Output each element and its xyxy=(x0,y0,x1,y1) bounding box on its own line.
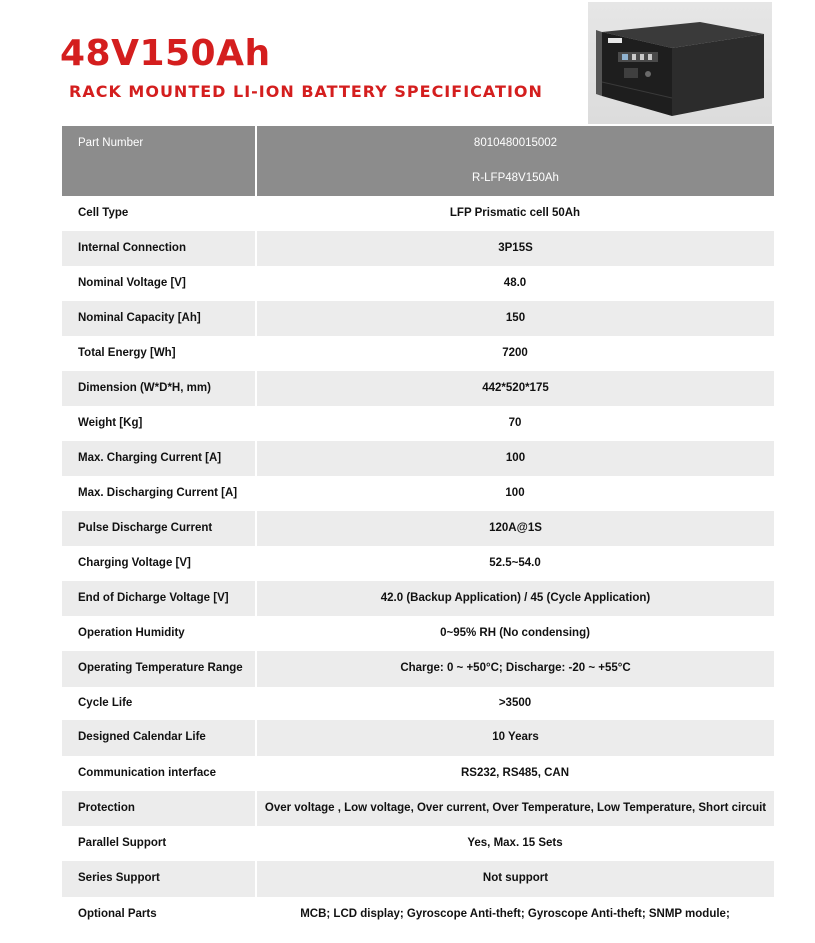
spec-label: Total Energy [Wh] xyxy=(78,346,176,359)
table-row xyxy=(62,162,774,196)
battery-product-image xyxy=(588,2,772,124)
specification-table xyxy=(62,126,774,932)
spec-value: 442*520*175 xyxy=(256,371,774,406)
spec-value: Yes, Max. 15 Sets xyxy=(467,836,563,849)
spec-value: 120A@1S xyxy=(256,511,774,546)
table-row xyxy=(62,897,774,932)
table-row xyxy=(62,196,774,231)
spec-value: Charge: 0 ~ +50°C; Discharge: -20 ~ +55°C xyxy=(256,651,774,687)
table-row xyxy=(62,126,774,162)
table-row xyxy=(62,476,774,511)
table-row xyxy=(62,581,774,616)
table-row xyxy=(62,546,774,581)
spec-label: Charging Voltage [V] xyxy=(78,556,191,569)
spec-label: Dimension (W*D*H, mm) xyxy=(62,371,256,406)
table-row xyxy=(62,301,774,336)
spec-value: 100 xyxy=(256,441,774,476)
spec-value: Over voltage , Low voltage, Over current, Over Temperature, Low Temperature, Short circuit xyxy=(256,791,774,826)
spec-label: Optional Parts xyxy=(78,907,157,920)
table-row xyxy=(62,687,774,720)
spec-label: Part Number xyxy=(62,126,256,162)
table-row xyxy=(62,791,774,826)
spec-label: Parallel Support xyxy=(78,836,167,849)
spec-label: Weight [Kg] xyxy=(78,416,143,429)
spec-label: Cell Type xyxy=(78,206,129,219)
table-row xyxy=(62,756,774,791)
spec-label: Series Support xyxy=(62,861,256,897)
spec-value: 42.0 (Backup Application) / 45 (Cycle Application) xyxy=(256,581,774,616)
spec-label: Internal Connection xyxy=(62,231,256,266)
table-row xyxy=(62,861,774,897)
table-row xyxy=(62,616,774,651)
page-subtitle: RACK MOUNTED LI-ION BATTERY SPECIFICATION xyxy=(69,82,543,101)
spec-label: Protection xyxy=(62,791,256,826)
spec-value: 3P15S xyxy=(256,231,774,266)
spec-value: RS232, RS485, CAN xyxy=(460,766,570,779)
page-title: 48V150Ah xyxy=(60,33,271,74)
spec-label: Operation Humidity xyxy=(78,626,185,639)
spec-value: >3500 xyxy=(498,696,532,709)
spec-label: Operating Temperature Range xyxy=(62,651,256,687)
spec-value: 100 xyxy=(505,486,525,499)
table-row xyxy=(62,266,774,301)
spec-label: Nominal Capacity [Ah] xyxy=(62,301,256,336)
table-row xyxy=(62,651,774,687)
spec-label: Designed Calendar Life xyxy=(62,720,256,756)
table-row xyxy=(62,371,774,406)
spec-value: 52.5~54.0 xyxy=(489,556,541,569)
spec-value: 70 xyxy=(508,416,522,429)
spec-label: Max. Charging Current [A] xyxy=(62,441,256,476)
spec-label xyxy=(62,162,256,196)
table-row xyxy=(62,441,774,476)
spec-value: 10 Years xyxy=(256,720,774,756)
table-row xyxy=(62,231,774,266)
table-row xyxy=(62,826,774,861)
table-row xyxy=(62,720,774,756)
spec-label: Communication interface xyxy=(78,766,217,779)
spec-label: Cycle Life xyxy=(78,696,133,709)
spec-value: R-LFP48V150Ah xyxy=(256,162,774,196)
spec-value: 0~95% RH (No condensing) xyxy=(440,626,590,639)
spec-value: 48.0 xyxy=(503,276,527,289)
table-row xyxy=(62,406,774,441)
spec-value: MCB; LCD display; Gyroscope Anti-theft; Gyroscope Anti-theft; SNMP module; xyxy=(300,907,730,920)
spec-label: Max. Discharging Current [A] xyxy=(78,486,238,499)
spec-label: Nominal Voltage [V] xyxy=(78,276,186,289)
table-row xyxy=(62,511,774,546)
spec-label: End of Dicharge Voltage [V] xyxy=(62,581,256,616)
spec-value: LFP Prismatic cell 50Ah xyxy=(449,206,581,219)
table-row xyxy=(62,336,774,371)
spec-value: 8010480015002 xyxy=(256,126,774,162)
spec-value: 7200 xyxy=(502,346,528,359)
spec-value: Not support xyxy=(256,861,774,897)
spec-label: Pulse Discharge Current xyxy=(62,511,256,546)
spec-value: 150 xyxy=(256,301,774,336)
